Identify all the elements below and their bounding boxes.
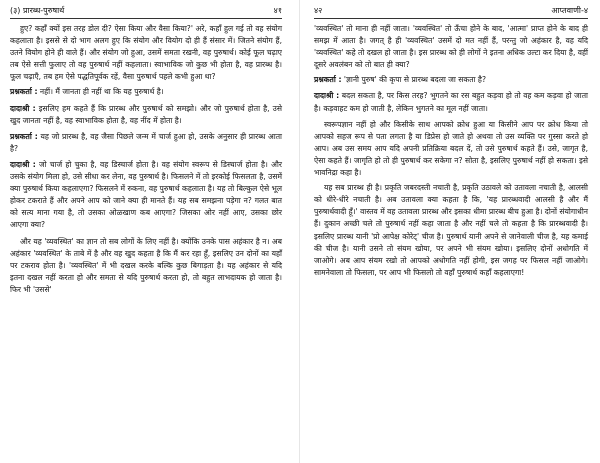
right-page-body xyxy=(314,23,588,279)
dialogue-text: यह जो प्रारब्ध है, वह जैसा पिछले जन्म में चार्ज हुआ हो, उसके अनुसार ही प्रारब्ध आता है? xyxy=(10,131,283,153)
left-page xyxy=(0,0,290,463)
speaker-label: प्रश्नकर्ता : xyxy=(10,131,38,141)
speaker-label: प्रश्नकर्ता : xyxy=(10,87,38,97)
dialogue-paragraph xyxy=(10,131,282,155)
speaker-label: दादाश्री : xyxy=(314,91,340,101)
speaker-label: प्रश्नकर्ता : xyxy=(314,75,342,85)
dialogue-paragraph xyxy=(10,103,282,127)
dialogue-paragraph xyxy=(314,74,588,86)
page-gutter xyxy=(299,0,300,463)
dialogue-text: नहीं। मैं जानता ही नहीं था कि यह पुरुषार्थ है। xyxy=(39,87,164,97)
right-book-title: आप्तवाणी-४ xyxy=(551,6,588,15)
body-paragraph: 'व्यवस्थित' तो माना ही नहीं जाता। 'व्यवस्थित' तो ऊँचा होने के बाद, 'आत्मा' प्राप्त होने के बाद ही समझ में आता है। जगत् है ही 'व्यवस्थित' उसमें दो मत नहीं हैं, परन्तु जो अहंकार है, वह यदि 'व्यवस्थित' कहे तो दखल हो जाता है। इस प्रारब्ध को ही लोगों ने इतना अधिक उल्टा कर दिया है, वहीं दूसरे अवलंबन को तो बात ही क्या? xyxy=(314,24,588,70)
body-paragraph: और यह 'व्यवस्थित' का ज्ञान तो सब लोगों के लिए नहीं है। क्योंकि उनके पास अहंकार है न। अब अहंकार 'व्यवस्थित' के ताबे में है और वह खुद कहता है कि मैं कर रहा हूँ, इसलिए उन दोनों का यहाँ पर टकराव होता है। 'व्यवस्थित' में भी दखल करके बल्कि कुछ बिगाड़ता है। यह अहंकार से यदि इतना दखल नहीं करता हो और समता से यदि पुरुषार्थ करता हो, तो बहुत लाभदायक हो जाता है। फिर भी 'उससे' xyxy=(10,236,282,294)
left-page-header xyxy=(10,6,282,19)
dialogue-paragraph xyxy=(10,159,282,232)
body-paragraph: यह सब प्रारब्ध ही है। प्रकृति जबरदस्ती नचाती है, प्रकृति उठावले को उतावला नचाती है, आलसी को धीरे-धीरे नचाती है। अब उतावला क्या कहता है कि, 'यह प्रारब्धवादी आलसी है और मैं पुरुषार्थवादी हूँ।' वास्तव में वह उतावला प्रारब्ध और इसका धीमा प्रारब्ध बीच हुआ है। दोनों संयोगाधीन हैं। दुकान अच्छी चले तो पुरुषार्थ नहीं कहा जाता है और नहीं चले तो कहता है कि प्रारब्धवादी है। इसलिए प्रारब्ध यानी 'प्रो आपेक्ष कोरेट्' चीज है। पुरुषार्थ यानी अपने से जानेवाली चीज है, यह कमाई की चीज है। यानी उसने तो संयम खोया, पर अपने भी संयम खोया। इसलिए दोनों अधोगति में जाओगे। अब आप संयम रखो तो आपको अधोगति नहीं होगी, इस जगह पर फिसल नहीं जाओगे। सामनेवाला तो फिसला, पर आप भी फिसलो तो वहाँ पुरुषार्थ कहाँ कहलाएगा! xyxy=(314,183,588,277)
dialogue-paragraph xyxy=(314,90,588,114)
left-page-number: ४१ xyxy=(273,6,282,15)
dialogue-text: बदल सकता है, पर किस तरह? भुगतने का रस बहुत कड़वा हो तो वह कम कड़वा हो जाता है। कड़वाहट कम हो जाती है, लेकिन भुगतने का मूल नहीं जाता। xyxy=(314,91,589,113)
speaker-label: दादाश्री : xyxy=(10,103,36,113)
left-chapter-title: (३) प्रारब्ध-पुरुषार्थ xyxy=(10,6,65,15)
body-paragraph: स्वरूपज्ञान नहीं हो और किसीके साथ आपको क्रोध हुआ या किसीने आप पर क्रोध किया तो आपको सहज रूप से पता लगता है या डिप्रेस हो जाते हो अथवा तो उस व्यक्ति पर गुस्सा करते हो आप। अब उस समय आप यदि अपनी प्रतिक्रिया बदल दें, तो उसे पुरुषार्थ कहते हैं। उसे, जागृत है, ऐसा कहते हैं। जागृति हो तो ही पुरुषार्थ कर सकेगा न? सोता है, इसलिए पुरुषार्थ नहीं हो सकता। इसे भावनिद्रा कहा है। xyxy=(314,119,588,178)
left-page-body xyxy=(10,23,282,296)
dialogue-text: जो चार्ज हो चुका है, वह डिस्चार्ज होता है। वह संयोग स्वरूप से डिस्चार्ज होता है। और उसके संयोग मिला हो, उसे सीधा कर लेना, वह पुरुषार्थ है। फिसलने में तो इरकोई फिसलता है, उसमें क्या पुरुषार्थ किया कहलाएगा? फिसलने में रुकना, वह पुरुषार्थ कहलाता है। यह तो बिल्कुल ऐसे भूल होकर टकराते हैं और अपने आप को जाने क्या ही मानते हैं। यह सब समझना पड़ेगा न? गलत बात को सत्य माना गया है, तो उसका ओळखाण कब आएगा? जिसका ओर नहीं आए, उसका छोर आएगा क्या? xyxy=(10,159,282,230)
right-page xyxy=(306,0,596,463)
dialogue-text: 'ज्ञानी पुरुष' की कृपा से प्रारब्ध बदला जा सकता है? xyxy=(343,75,486,85)
dialogue-paragraph xyxy=(10,86,282,98)
speaker-label: दादाश्री : xyxy=(10,159,36,169)
right-page-header xyxy=(314,6,588,19)
dialogue-text: इसलिए हम कहते हैं कि प्रारब्ध और पुरुषार्थ को समझो। और जो पुरुषार्थ होता है, उसे खुद जानता नहीं है, वह स्वाभाविक होता है, वह नींद में होता है। xyxy=(10,103,282,125)
right-page-number: ४२ xyxy=(314,6,323,15)
body-paragraph: हुए? कहाँ क्यों इस तरह डोल दी? ऐसा किया और वैसा किया?' अरे, कहाँ हुल गई तो वह संयोग कहलाता है। इससे से दो भाग अलग हुए कि संयोग और वियोग दो ही हैं संसार में। जितने संयोग हैं, उतने वियोग होने ही वाले हैं। और संयोग जो हुआ, उसमें समता रखनी, वह पुरुषार्थ। कोई फूल चढ़ाए तब ऐसे सत्ती फुलाए तो वह पुरुषार्थ नहीं कहलाता। स्वाभाविक जो कुछ भी होता है, वह प्रारब्ध है। फूल चढ़ाएँ, तब हम ऐसे पद्धतिपूर्वक रहें, वैसा पुरुषार्थ पहले कभी हुआ था? xyxy=(10,24,282,82)
